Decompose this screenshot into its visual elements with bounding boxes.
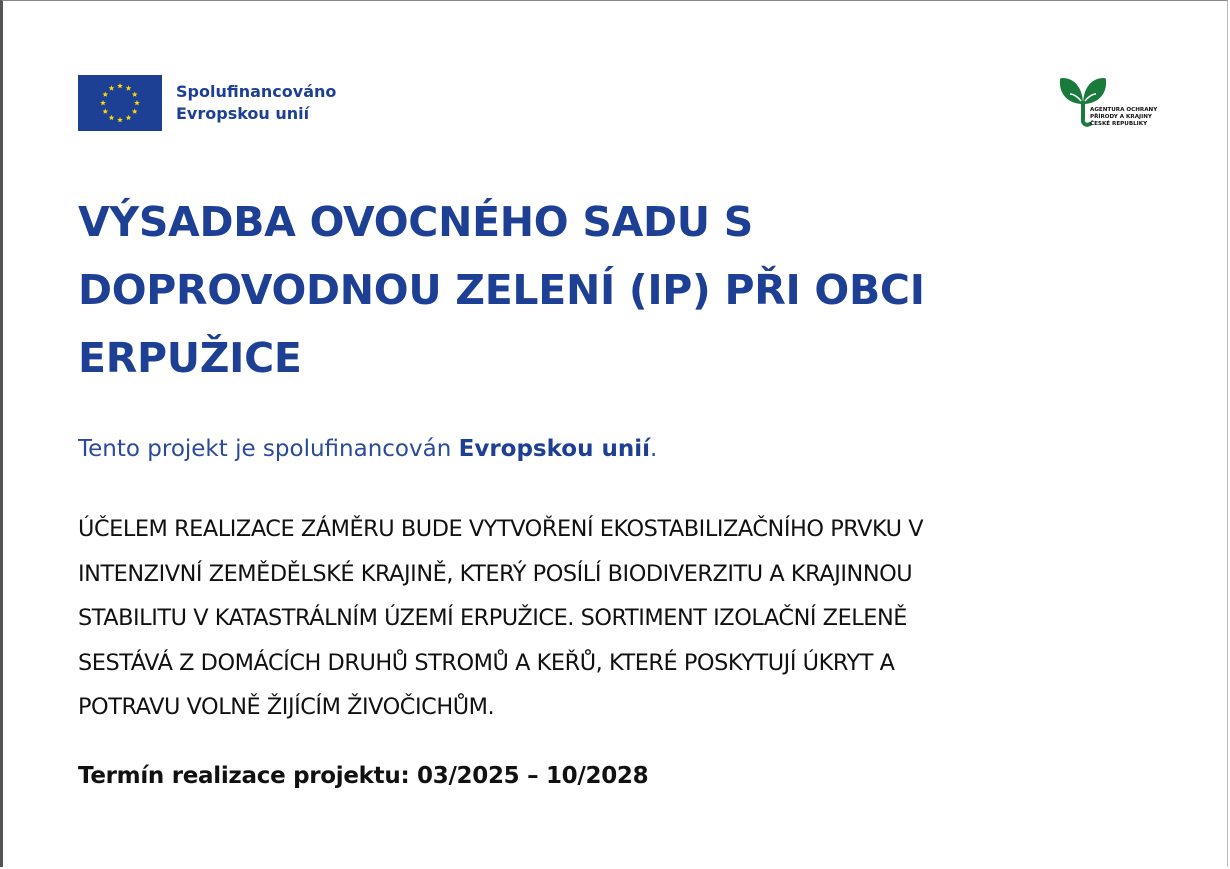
eu-star-icon — [132, 109, 138, 114]
title-line-3: ERPUŽICE — [78, 334, 302, 382]
eu-star-icon — [134, 100, 140, 105]
eu-cofinancing-logo — [78, 75, 336, 131]
description-line-4: SESTÁVÁ Z DOMÁCÍCH DRUHŮ STROMŮ A KEŘŮ, KTERÉ POSKYTUJÍ ÚKRYT A — [78, 649, 895, 676]
eu-star-icon — [109, 115, 115, 120]
cofinancing-suffix: . — [650, 436, 658, 462]
page-title — [78, 188, 1078, 392]
eu-star-icon — [132, 92, 138, 97]
eu-star-icon — [117, 117, 123, 122]
description-line-2: INTENZIVNÍ ZEMĚDĚLSKÉ KRAJINĚ, KTERÝ POSÍLÍ BIODIVERZITU A KRAJINNOU — [78, 560, 913, 587]
eu-star-icon — [109, 85, 115, 90]
eu-flag-icon — [78, 75, 162, 131]
description-line-3: STABILITU V KATASTRÁLNÍM ÚZEMÍ ERPUŽICE. SORTIMENT IZOLAČNÍ ZELENĚ — [78, 605, 907, 631]
eu-star-icon — [102, 109, 108, 114]
cofinancing-statement — [78, 433, 657, 465]
eu-star-icon — [126, 115, 132, 120]
description-line-1: ÚČELEM REALIZACE ZÁMĚRU BUDE VYTVOŘENÍ EKOSTABILIZAČNÍHO PRVKU V — [78, 516, 924, 542]
title-line-1: VÝSADBA OVOCNÉHO SADU S — [78, 198, 753, 246]
description-line-5: POTRAVU VOLNĚ ŽIJÍCÍM ŽIVOČICHŮM. — [78, 694, 495, 720]
eu-star-icon — [126, 85, 132, 90]
cofinancing-prefix: Tento projekt je spolufinancován — [78, 436, 459, 462]
eu-logo-text — [176, 81, 336, 125]
agency-logo — [1058, 74, 1168, 138]
project-description — [78, 507, 1158, 730]
eu-logo-line2: Evropskou unií — [176, 104, 310, 123]
agency-logo-text: AGENTURA OCHRANY PŘÍRODY A KRAJINY ČESKÉ REPUBLIKY — [1090, 107, 1158, 128]
eu-star-icon — [102, 92, 108, 97]
cofinancing-emphasis: Evropskou unií — [458, 436, 650, 462]
eu-logo-line1: Spolufinancováno — [176, 82, 337, 101]
title-line-2: DOPROVODNOU ZELENÍ (IP) PŘI OBCI — [78, 266, 925, 314]
eu-star-icon — [117, 83, 123, 88]
project-term: Termín realizace projektu: 03/2025 – 10/2028 — [78, 763, 649, 789]
eu-star-icon — [100, 100, 106, 105]
